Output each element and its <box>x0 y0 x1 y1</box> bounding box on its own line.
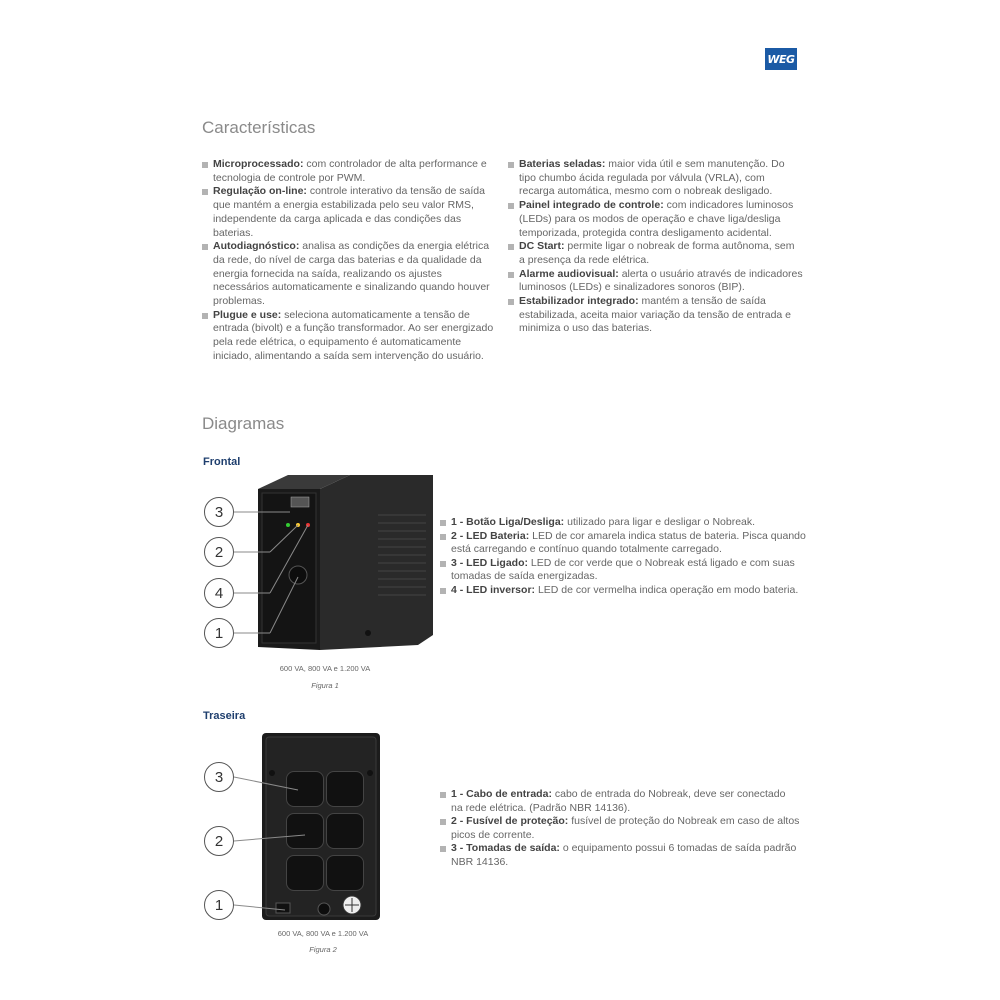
feature-item-text: permite ligar o nobreak de forma autônoma, sem a presença da rede elétrica. <box>519 240 795 266</box>
back-descriptions <box>440 788 800 869</box>
front-description-item-text: LED de cor amarela indica status de bateria. Pisca quando está carregando e contínuo quando totalmente carregado. <box>451 529 806 555</box>
feature-item <box>508 199 803 240</box>
callout-3-front: 3 <box>204 497 234 527</box>
outlet-5 <box>286 855 324 891</box>
features-left-column <box>202 158 497 364</box>
features-right-column <box>508 158 803 336</box>
front-description-item-title: 3 - LED Ligado: <box>451 556 528 569</box>
feature-item-text: com indicadores luminosos (LEDs) para os modos de operação e chave liga/desliga temporizada, protegida contra desligamento acidental. <box>519 199 794 239</box>
front-description-item-text: utilizado para ligar e desligar o Nobreak. <box>564 516 756 528</box>
back-description-item-text: cabo de entrada do Nobreak, deve ser conectado na rede elétrica. (Padrão NBR 14136). <box>451 788 786 814</box>
back-description-item <box>440 842 800 869</box>
front-description-item <box>440 557 810 584</box>
front-description-item <box>440 516 810 530</box>
callout-1-back: 1 <box>204 890 234 920</box>
feature-item-text: controle interativo da tensão de saída que mantém a energia estabilizada pelo seu valor RMS, independente da carga aplicada e das condições das baterias. <box>213 185 485 239</box>
feature-item-text: seleciona automaticamente a tensão de entrada (bivolt) e a função transformador. Ao ser energizado pela rede elétrica, o equipamento é automaticamente iniciado, alimentando a saída sem intervenção do usuário. <box>213 308 494 362</box>
feature-item <box>508 268 803 295</box>
callout-3-back: 3 <box>204 762 234 792</box>
feature-item-title: Estabilizador integrado: <box>519 295 639 308</box>
back-description-item <box>440 788 800 815</box>
callout-2-back: 2 <box>204 826 234 856</box>
feature-item-text: com controlador de alta performance e tecnologia de controle por PWM. <box>213 158 487 184</box>
callout-1-front: 1 <box>204 618 234 648</box>
back-figure-label: Figura 2 <box>309 945 337 954</box>
front-descriptions <box>440 516 810 597</box>
feature-item-text: mantém a tensão de saída estabilizada, aceita maior variação da tensão de entrada e minimiza o uso das baterias. <box>519 295 792 335</box>
back-description-item-title: 2 - Fusível de proteção: <box>451 815 569 827</box>
weg-logo: WEG <box>765 48 797 70</box>
back-caption: 600 VA, 800 VA e 1.200 VA <box>277 929 369 938</box>
back-description-item-text: o equipamento possui 6 tomadas de saída padrão NBR 14136. <box>451 842 797 868</box>
feature-item <box>202 240 497 309</box>
outlet-6 <box>326 855 364 891</box>
caracteristicas-title: Características <box>202 118 316 137</box>
front-figure-label: Figura 1 <box>311 681 339 690</box>
feature-item-text: analisa as condições da energia elétrica da rede, do nível de carga das baterias e da qualidade da energia fornecida na saída, realizando os ajustes necessários automaticamente e sinalizando quando houver problemas. <box>213 240 490 308</box>
back-description-item-text: fusível de proteção do Nobreak em caso de altos picos de corrente. <box>451 815 800 841</box>
feature-item-title: Microprocessado: <box>213 158 304 170</box>
feature-item-title: Baterias seladas: <box>519 158 606 170</box>
traseira-label: Traseira <box>203 710 246 722</box>
outlet-1 <box>286 771 324 807</box>
back-description-item-title: 1 - Cabo de entrada: <box>451 788 552 800</box>
feature-item <box>508 240 803 267</box>
callout-2-front: 2 <box>204 537 234 567</box>
outlet-2 <box>326 771 364 807</box>
front-description-item-title: 1 - Botão Liga/Desliga: <box>451 516 565 528</box>
feature-item-text: maior vida útil e sem manutenção. Do tipo chumbo ácida regulada por válvula (VRLA), com recarga automática, mesmo com o nobreak desligado. <box>519 158 785 198</box>
feature-item-title: Alarme audiovisual: <box>519 267 619 280</box>
ups-back-image <box>262 733 380 920</box>
feature-item <box>202 158 497 185</box>
front-description-item <box>440 530 810 557</box>
front-description-item-title: 4 - LED inversor: <box>451 583 536 596</box>
feature-item <box>508 295 803 336</box>
outlet-4 <box>326 813 364 849</box>
feature-item-title: Painel integrado de controle: <box>519 199 664 212</box>
feature-item <box>508 158 803 199</box>
ups-front-image <box>258 475 438 650</box>
feature-item-text: alerta o usuário através de indicadores luminosos (LEDs) e sinalizadores sonoros (BIP). <box>519 267 803 294</box>
feature-item-title: Plugue e use: <box>213 308 282 321</box>
feature-item-title: Regulação on-line: <box>213 185 307 198</box>
front-description-item-title: 2 - LED Bateria: <box>451 529 530 542</box>
front-caption: 600 VA, 800 VA e 1.200 VA <box>279 664 371 673</box>
front-description-item <box>440 584 810 598</box>
feature-item <box>202 309 497 364</box>
back-description-item-title: 3 - Tomadas de saída: <box>451 842 560 854</box>
diagramas-title: Diagramas <box>202 414 285 433</box>
feature-item-title: Autodiagnóstico: <box>213 240 300 253</box>
front-description-item-text: LED de cor verde que o Nobreak está ligado e com suas tomadas de saída energizadas. <box>451 556 795 582</box>
back-description-item <box>440 815 800 842</box>
feature-item <box>202 185 497 240</box>
outlet-3 <box>286 813 324 849</box>
front-description-item-text: LED de cor vermelha indica operação em modo bateria. <box>535 583 799 596</box>
feature-item-title: DC Start: <box>519 240 565 253</box>
callout-4-front: 4 <box>204 578 234 608</box>
frontal-label: Frontal <box>203 456 241 468</box>
